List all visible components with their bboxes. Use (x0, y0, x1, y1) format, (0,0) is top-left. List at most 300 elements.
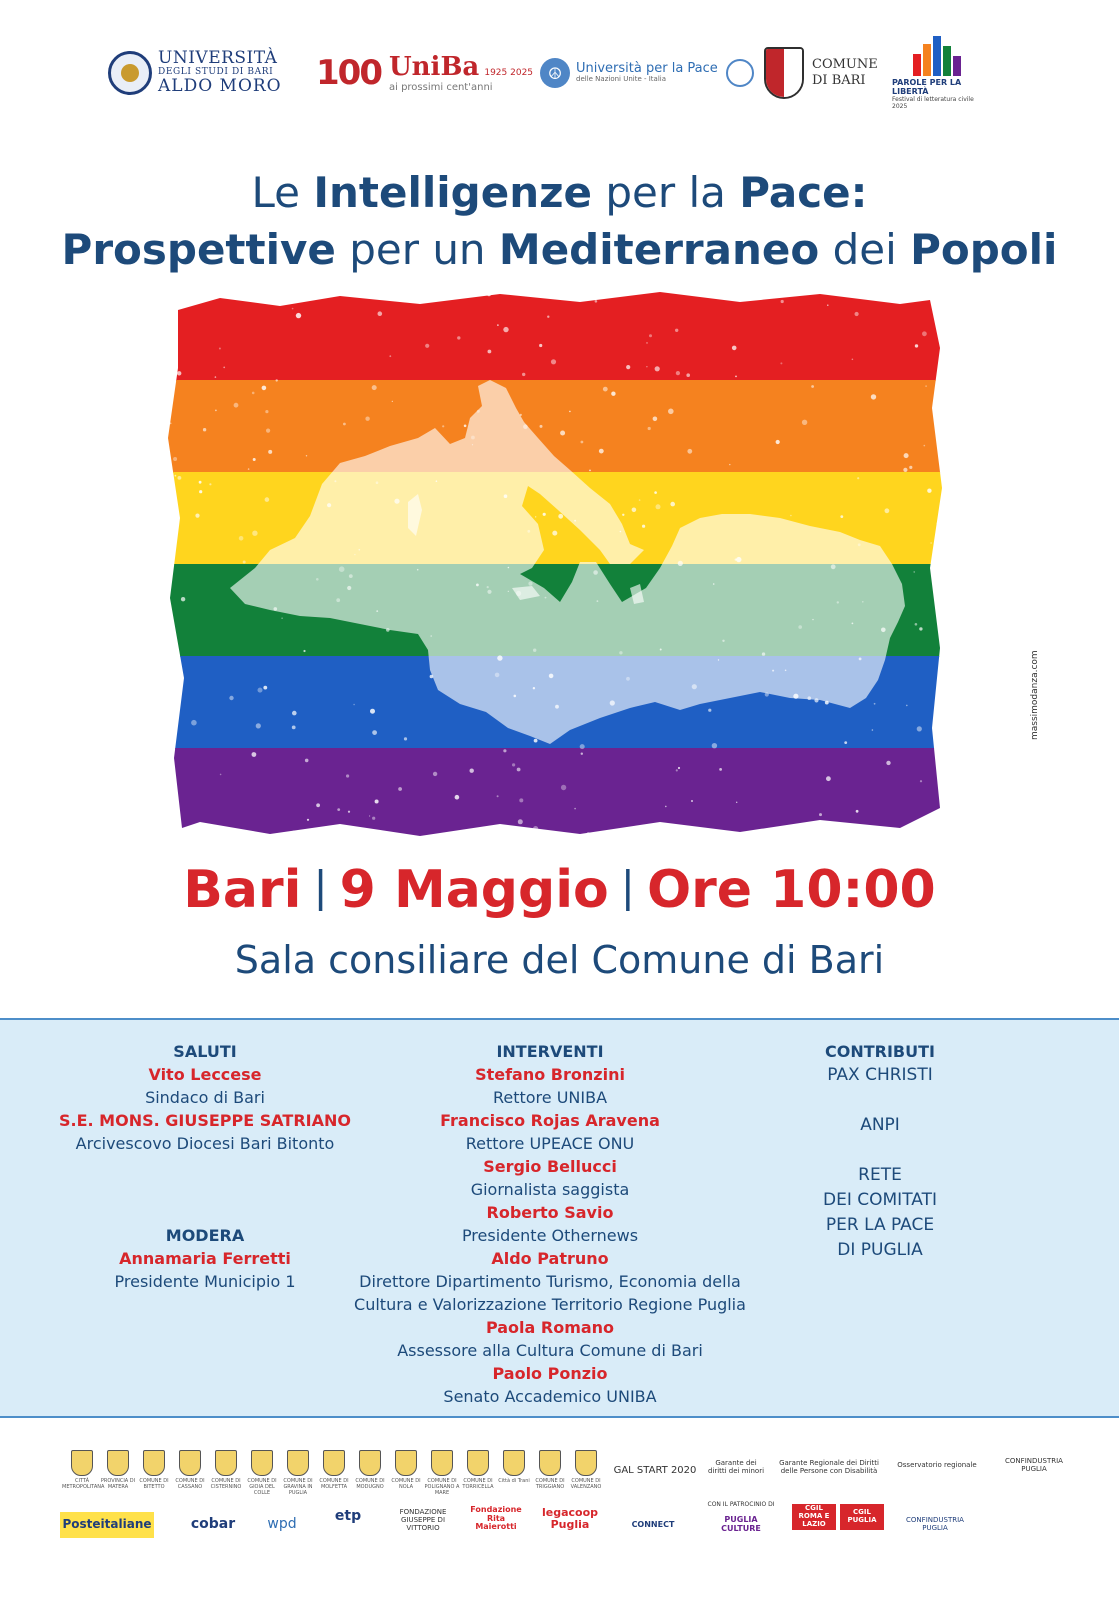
crest-icon (107, 1450, 129, 1476)
partner-logo: wpd (267, 1516, 297, 1533)
municipality-name: COMUNE DI CISTERNINO (210, 1478, 242, 1490)
centenary-tagline: ai prossimi cent'anni (388, 81, 493, 93)
crest-icon (71, 1450, 93, 1476)
texture-speck (359, 549, 361, 551)
texture-speck (343, 423, 346, 426)
coat-of-arms-icon (764, 47, 804, 99)
texture-speck (203, 428, 206, 431)
crest-icon (143, 1450, 165, 1476)
texture-speck (252, 392, 255, 395)
partner-logo: CONNECT (631, 1519, 675, 1529)
crest-icon (575, 1450, 597, 1476)
texture-speck (520, 414, 522, 416)
texture-speck (871, 394, 876, 399)
un-emblem-icon (726, 59, 754, 87)
contributi-column (760, 1040, 1000, 1263)
texture-speck (234, 403, 239, 408)
texture-speck (599, 449, 604, 454)
texture-speck (252, 752, 257, 757)
speaker-role: Rettore UPEACE ONU (465, 1134, 635, 1153)
texture-speck (316, 578, 319, 581)
texture-speck (927, 830, 929, 832)
texture-speck (430, 675, 434, 679)
texture-speck (477, 410, 480, 413)
texture-speck (543, 513, 546, 516)
texture-speck (552, 531, 557, 536)
partner-logo: CONFINDUSTRIA PUGLIA (1005, 1457, 1063, 1473)
partner-logo: legacoop Puglia (541, 1505, 599, 1531)
texture-speck (487, 293, 491, 297)
flag-stripe (160, 288, 946, 381)
texture-speck (223, 367, 225, 369)
municipality-name: COMUNE DI NOLA (391, 1478, 421, 1490)
speaker-name: Francisco Rojas Aravena (440, 1111, 660, 1130)
texture-speck (404, 737, 407, 740)
texture-speck (642, 525, 645, 528)
texture-speck (497, 324, 499, 326)
centenary-years: 1925 2025 (484, 68, 534, 79)
texture-speck (386, 628, 390, 632)
municipality-crest (350, 1450, 390, 1490)
texture-speck (811, 385, 814, 388)
texture-speck (569, 411, 571, 413)
texture-speck (522, 373, 525, 376)
texture-speck (281, 617, 283, 619)
texture-speck (375, 800, 379, 804)
texture-speck (296, 313, 301, 318)
event-time: Ore 10:00 (646, 860, 936, 920)
event-venue: Sala consiliare del Comune di Bari (234, 938, 885, 982)
texture-speck (837, 601, 839, 603)
texture-speck (471, 436, 475, 440)
speaker-role: Giornalista saggista (470, 1180, 630, 1199)
texture-speck (508, 567, 510, 569)
texture-speck (905, 288, 908, 290)
texture-speck (256, 723, 261, 728)
municipality-name: COMUNE DI TORRICELLA (462, 1478, 494, 1490)
texture-speck (487, 590, 491, 594)
texture-speck (798, 625, 802, 629)
texture-speck (292, 726, 296, 730)
texture-speck (430, 635, 432, 637)
crest-icon (215, 1450, 237, 1476)
partner-logo: Osservatorio regionale (897, 1461, 977, 1470)
municipality-name: Città di Trani (498, 1478, 530, 1484)
partner-logo: Posteitaliane (60, 1512, 154, 1538)
texture-speck (178, 476, 182, 480)
texture-speck (772, 670, 774, 672)
texture-speck (533, 649, 536, 652)
texture-speck (620, 531, 622, 533)
texture-speck (199, 490, 202, 493)
texture-speck (580, 744, 585, 749)
contributor: DI PUGLIA (837, 1240, 923, 1260)
texture-speck (586, 832, 590, 836)
texture-speck (581, 753, 583, 755)
upeace-sub: delle Nazioni Unite - Italia (576, 75, 667, 84)
header-logos (0, 38, 1119, 108)
texture-speck (372, 730, 377, 735)
texture-speck (419, 303, 420, 304)
texture-speck (354, 554, 355, 555)
municipality-crest (170, 1450, 210, 1490)
partner-logo: PUGLIA CULTURE (721, 1515, 761, 1533)
texture-speck (862, 601, 864, 603)
texture-speck (199, 481, 202, 484)
texture-speck (906, 705, 908, 707)
municipality-crest (566, 1450, 606, 1490)
texture-speck (289, 288, 294, 292)
texture-speck (686, 373, 690, 377)
texture-speck (533, 826, 538, 831)
crest-icon (431, 1450, 453, 1476)
municipality-name: COMUNE DI CASSANO (175, 1478, 205, 1490)
texture-speck (812, 619, 813, 620)
texture-speck (243, 561, 246, 564)
texture-speck (162, 605, 167, 610)
texture-speck (856, 810, 859, 813)
texture-speck (886, 761, 890, 765)
sponsors-strip (0, 1440, 1119, 1600)
texture-speck (503, 327, 508, 332)
texture-speck (859, 658, 862, 661)
texture-speck (917, 726, 922, 731)
texture-speck (872, 729, 874, 731)
texture-speck (392, 401, 393, 402)
texture-speck (654, 491, 657, 494)
texture-speck (365, 417, 369, 421)
municipality-crest (206, 1450, 246, 1490)
texture-speck (729, 464, 730, 465)
texture-speck (736, 557, 741, 562)
municipality-name: COMUNE DI MODUGNO (355, 1478, 385, 1490)
texture-speck (523, 424, 528, 429)
texture-speck (676, 371, 680, 375)
municipality-name: COMUNE DI TRIGGIANO (535, 1478, 565, 1490)
municipality-crest (134, 1450, 174, 1490)
texture-speck (855, 312, 859, 316)
title-line-2-segment: Mediterraneo (498, 225, 820, 274)
texture-speck (558, 514, 563, 519)
texture-speck (622, 514, 624, 516)
texture-speck (432, 297, 434, 299)
event-city: Bari (183, 860, 302, 920)
moderator-role: Presidente Municipio 1 (114, 1272, 296, 1291)
texture-speck (915, 623, 918, 626)
municipality-name: COMUNE DI GIOIA DEL COLLE (247, 1478, 277, 1496)
crest-icon (251, 1450, 273, 1476)
texture-speck (316, 803, 320, 807)
texture-speck (175, 475, 177, 477)
texture-speck (687, 449, 692, 454)
texture-speck (518, 819, 523, 824)
texture-speck (370, 709, 375, 714)
texture-speck (347, 586, 351, 590)
texture-speck (814, 698, 818, 702)
texture-speck (736, 802, 737, 803)
texture-speck (306, 455, 307, 456)
texture-speck (239, 536, 244, 541)
partner-logo: etp (334, 1508, 362, 1525)
municipality-name: COMUNE DI POLIGNANO A MARE (424, 1478, 460, 1496)
title-line-1 (0, 168, 1119, 217)
texture-speck (927, 489, 931, 493)
crest-icon (179, 1450, 201, 1476)
interventi-heading: INTERVENTI (496, 1042, 604, 1061)
texture-speck (470, 769, 474, 773)
texture-speck (809, 829, 814, 834)
texture-speck (827, 305, 828, 306)
title-line-1-segment: Pace: (739, 168, 868, 217)
texture-speck (303, 650, 305, 652)
dove-icon: ☮ (540, 58, 570, 88)
texture-speck (574, 520, 576, 522)
texture-speck (372, 385, 377, 390)
texture-speck (378, 311, 383, 316)
texture-speck (266, 429, 270, 433)
title-line-1-segment: per la (592, 168, 740, 217)
speaker-name: Paolo Ponzio (492, 1364, 608, 1383)
texture-speck (181, 597, 185, 601)
texture-speck (674, 292, 675, 293)
texture-speck (885, 508, 890, 513)
texture-speck (732, 346, 737, 351)
texture-speck (512, 763, 515, 766)
texture-speck (528, 582, 532, 586)
municipality-crest (62, 1450, 105, 1490)
uniba-line1: UNIVERSITÀ (158, 48, 278, 69)
texture-speck (722, 640, 724, 642)
crest-icon (395, 1450, 417, 1476)
program-box (0, 1018, 1119, 1418)
municipality-crest (242, 1450, 282, 1496)
texture-speck (670, 502, 675, 507)
texture-speck (929, 290, 931, 292)
partner-logo: cobar (190, 1516, 236, 1533)
texture-speck (305, 759, 309, 763)
texture-speck (389, 355, 391, 357)
texture-speck (170, 423, 172, 425)
texture-speck (425, 344, 429, 348)
texture-speck (844, 741, 847, 744)
texture-speck (219, 348, 221, 350)
crest-icon (467, 1450, 489, 1476)
municipality-crest (98, 1450, 138, 1490)
texture-speck (327, 503, 331, 507)
texture-speck (394, 499, 399, 504)
texture-speck (376, 481, 379, 484)
centenary-brand: UniBa (388, 52, 480, 83)
texture-speck (920, 780, 922, 782)
texture-speck (539, 344, 542, 347)
texture-speck (632, 508, 637, 513)
speaker-role: Arcivescovo Diocesi Bari Bitonto (75, 1134, 335, 1153)
texture-speck (533, 687, 535, 689)
upeace-logo (540, 38, 754, 108)
texture-speck (904, 453, 909, 458)
partner-logo: CONFINDUSTRIA PUGLIA (906, 1516, 964, 1532)
texture-speck (561, 785, 566, 790)
texture-speck (790, 515, 792, 517)
texture-speck (819, 813, 822, 816)
upeace-name: Università per la Pace (576, 61, 718, 76)
texture-speck (675, 329, 678, 332)
municipality-crest (494, 1450, 534, 1484)
texture-speck (678, 561, 683, 566)
texture-speck (195, 514, 199, 518)
texture-speck (173, 457, 177, 461)
texture-speck (307, 819, 309, 821)
texture-speck (508, 591, 509, 592)
speaker-role: Assessore alla Cultura Comune di Bari (397, 1341, 703, 1360)
texture-speck (160, 555, 162, 558)
texture-speck (802, 420, 807, 425)
texture-speck (831, 564, 836, 569)
texture-speck (262, 386, 267, 391)
texture-speck (253, 458, 256, 461)
speaker-role: Senato Accademico UNIBA (443, 1387, 657, 1406)
texture-speck (708, 709, 711, 712)
texture-speck (348, 811, 350, 813)
partner-logo: Garante dei diritti dei minori (707, 1459, 765, 1475)
municipality-crest (386, 1450, 426, 1490)
crest-icon (323, 1450, 345, 1476)
contributor: RETE (858, 1165, 902, 1185)
texture-speck (735, 376, 737, 378)
texture-speck (292, 711, 297, 716)
parole-name: PAROLE PER LA LIBERTÀ (892, 78, 962, 96)
texture-speck (555, 705, 559, 709)
texture-speck (924, 445, 926, 447)
crest-icon (539, 1450, 561, 1476)
texture-speck (665, 806, 667, 808)
partner-logo: Garante Regionale dei Diritti delle Persone con Disabilità (779, 1459, 879, 1475)
texture-speck (649, 334, 652, 337)
speaker-name: S.E. MONS. GIUSEPPE SATRIANO (59, 1111, 351, 1130)
title-line-2 (0, 225, 1119, 274)
texture-speck (503, 749, 506, 752)
partner-logo: FONDAZIONE GIUSEPPE DI VITTORIO (399, 1508, 447, 1532)
partner-logo: CGIL PUGLIA (840, 1504, 884, 1530)
texture-speck (560, 431, 565, 436)
uniba-line3: ALDO MORO (158, 75, 282, 96)
speaker-role: Cultura e Valorizzazione Territorio Regione Puglia (354, 1295, 746, 1314)
speaker-name: Aldo Patruno (491, 1249, 609, 1268)
texture-speck (660, 649, 662, 651)
texture-speck (915, 344, 918, 347)
comune-line1: COMUNE (812, 56, 878, 72)
municipality-crest (458, 1450, 498, 1490)
texture-speck (346, 774, 349, 777)
texture-speck (903, 468, 907, 472)
texture-speck (840, 515, 843, 518)
municipality-crest (314, 1450, 354, 1490)
texture-speck (215, 410, 217, 412)
texture-speck (648, 427, 651, 430)
texture-speck (534, 739, 538, 743)
interventi-column (300, 1040, 800, 1408)
texture-speck (527, 530, 530, 533)
texture-speck (519, 798, 523, 802)
crest-icon (503, 1450, 525, 1476)
texture-speck (433, 772, 437, 776)
texture-speck (785, 670, 787, 672)
texture-speck (516, 591, 521, 596)
speaker-role: Presidente Othernews (461, 1226, 639, 1245)
texture-speck (712, 743, 717, 748)
texture-speck (547, 316, 549, 318)
texture-speck (852, 623, 854, 625)
texture-speck (581, 441, 584, 444)
texture-speck (762, 652, 765, 655)
texture-speck (874, 703, 876, 705)
texture-speck (495, 673, 500, 678)
book-bars-icon (913, 36, 961, 76)
texture-speck (639, 499, 641, 501)
texture-speck (656, 504, 661, 509)
municipality-name: COMUNE DI GRAVINA IN PUGLIA (283, 1478, 313, 1496)
rainbow-flag-mediterranean (160, 288, 946, 840)
texture-speck (852, 359, 854, 361)
parole-liberta-logo (892, 38, 982, 108)
contributor: PER LA PACE (825, 1215, 935, 1235)
texture-speck (177, 371, 181, 375)
moderator-name: Annamaria Ferretti (119, 1249, 291, 1268)
photo-credit: massimodanza.com (1030, 650, 1040, 740)
patronage-label: CON IL PATROCINIO DI (707, 1501, 775, 1508)
municipality-name: COMUNE DI MOLFETTA (319, 1478, 349, 1490)
texture-speck (353, 704, 355, 706)
municipality-name: COMUNE DI VALENZANO (570, 1478, 602, 1490)
texture-speck (398, 787, 402, 791)
municipality-crest (422, 1450, 462, 1496)
texture-speck (719, 768, 722, 771)
texture-speck (603, 387, 608, 392)
municipality-crest (278, 1450, 318, 1496)
texture-speck (655, 366, 660, 371)
texture-speck (488, 350, 492, 354)
texture-speck (713, 295, 715, 297)
municipality-name: COMUNE DI BITETTO (139, 1478, 169, 1490)
texture-speck (653, 417, 658, 422)
uniba-seal-icon (108, 51, 152, 95)
texture-speck (781, 300, 784, 303)
texture-speck (161, 826, 165, 830)
texture-speck (252, 531, 257, 536)
contributi-heading: CONTRIBUTI (825, 1042, 935, 1061)
title-line-2-segment: per un (335, 225, 499, 274)
texture-speck (765, 692, 769, 696)
title-line-2-segment: Prospettive (61, 225, 336, 274)
uniba-logo (108, 38, 282, 108)
texture-speck (191, 720, 197, 726)
comune-line2: DI BARI (812, 73, 866, 88)
texture-speck (646, 366, 647, 367)
texture-speck (417, 569, 419, 571)
speaker-role: Rettore UNIBA (492, 1088, 608, 1107)
texture-speck (545, 597, 547, 599)
texture-speck (922, 331, 927, 336)
contributor: DEI COMITATI (823, 1190, 937, 1210)
texture-speck (258, 688, 263, 693)
texture-speck (776, 440, 780, 444)
texture-speck (472, 444, 473, 445)
speaker-name: Vito Leccese (148, 1065, 262, 1084)
uniba-line2: DEGLI STUDI DI BARI (158, 67, 274, 78)
texture-speck (464, 425, 467, 428)
contributor: PAX CHRISTI (827, 1065, 933, 1085)
texture-speck (626, 677, 630, 681)
